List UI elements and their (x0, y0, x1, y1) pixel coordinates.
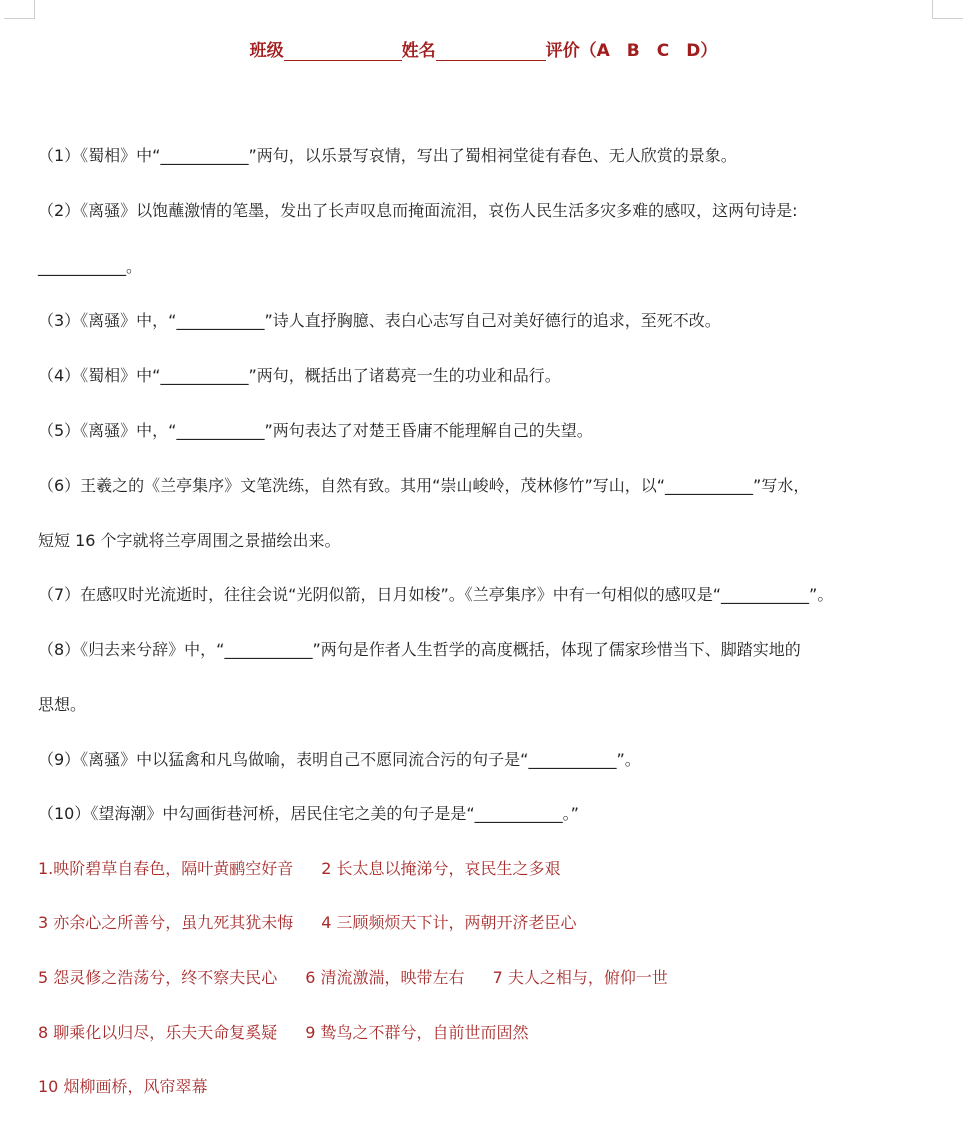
answer-item: 1.映阶碧草自春色，隔叶黄鹂空好音 (38, 859, 294, 878)
name-label: 姓名 (401, 41, 436, 61)
answer-line (38, 1076, 938, 1098)
answer-line (38, 912, 938, 934)
question-line: 短短 16 个字就将兰亭周围之景描绘出来。 (38, 531, 341, 550)
question-line: （5）《离骚》中，“___________”两句表达了对楚王昏庸不能理解自己的失望。 (38, 421, 593, 440)
answer-item: 3 亦余心之所善兮，虽九死其犹未悔 (38, 913, 294, 932)
answer-item: 10 烟柳画桥，风帘翠幕 (38, 1077, 208, 1096)
grade-label: 评价（A B C D） (545, 41, 718, 61)
answer-line (38, 967, 938, 989)
class-label: 班级 (249, 41, 284, 61)
class-blank (284, 42, 402, 61)
answer-item: 9 鸷鸟之不群兮，自前世而固然 (305, 1023, 529, 1042)
answer-line (38, 1022, 938, 1044)
question-line: （10）《望海潮》中勾画街巷河桥，居民住宅之美的句子是是“___________。” (38, 804, 579, 823)
question-line: （8）《归去来兮辞》中，“___________”两句是作者人生哲学的高度概括，体现了儒家珍惜当下、脚踏实地的 (38, 640, 801, 659)
question-line: ___________。 (38, 257, 143, 276)
answer-item: 6 清流激湍，映带左右 (305, 968, 465, 987)
question-line: （6）王羲之的《兰亭集序》文笔洗练，自然有致。其用“崇山峻岭，茂林修竹”写山，以“___________”写水， (38, 476, 810, 495)
answer-item: 7 夫人之相与，俯仰一世 (492, 968, 668, 987)
question-line: （9）《离骚》中以猛禽和凡鸟做喻，表明自己不愿同流合污的句子是“___________”。 (38, 750, 641, 769)
answer-item: 8 聊乘化以归尽，乐夫天命复奚疑 (38, 1023, 278, 1042)
worksheet-header (0, 36, 967, 61)
question-line: （7）在感叹时光流逝时，往往会说“光阴似箭，日月如梭”。《兰亭集序》中有一句相似的感叹是“___________”。 (38, 585, 834, 604)
question-line: 思想。 (38, 695, 87, 714)
question-line: （1）《蜀相》中“___________”两句，以乐景写哀情，写出了蜀相祠堂徒有春色、无人欣赏的景象。 (38, 146, 737, 165)
page-corner-mark-left (4, 0, 35, 19)
answer-item: 2 长太息以掩涕兮，哀民生之多艰 (321, 859, 561, 878)
answer-item: 5 怨灵修之浩荡兮，终不察夫民心 (38, 968, 278, 987)
question-line: （3）《离骚》中，“___________”诗人直抒胸臆、表白心志写自己对美好德行的追求，至死不改。 (38, 311, 721, 330)
name-blank (436, 42, 546, 61)
page-corner-mark-right (932, 0, 963, 19)
answer-item: 4 三顾频烦天下计，两朝开济老臣心 (321, 913, 577, 932)
answer-line (38, 858, 938, 880)
question-line: （4）《蜀相》中“___________”两句，概括出了诸葛亮一生的功业和品行。 (38, 366, 561, 385)
question-line: （2）《离骚》以饱蘸激情的笔墨，发出了长声叹息而掩面流泪，哀伤人民生活多灾多难的感叹，这两句诗是: (38, 201, 798, 220)
